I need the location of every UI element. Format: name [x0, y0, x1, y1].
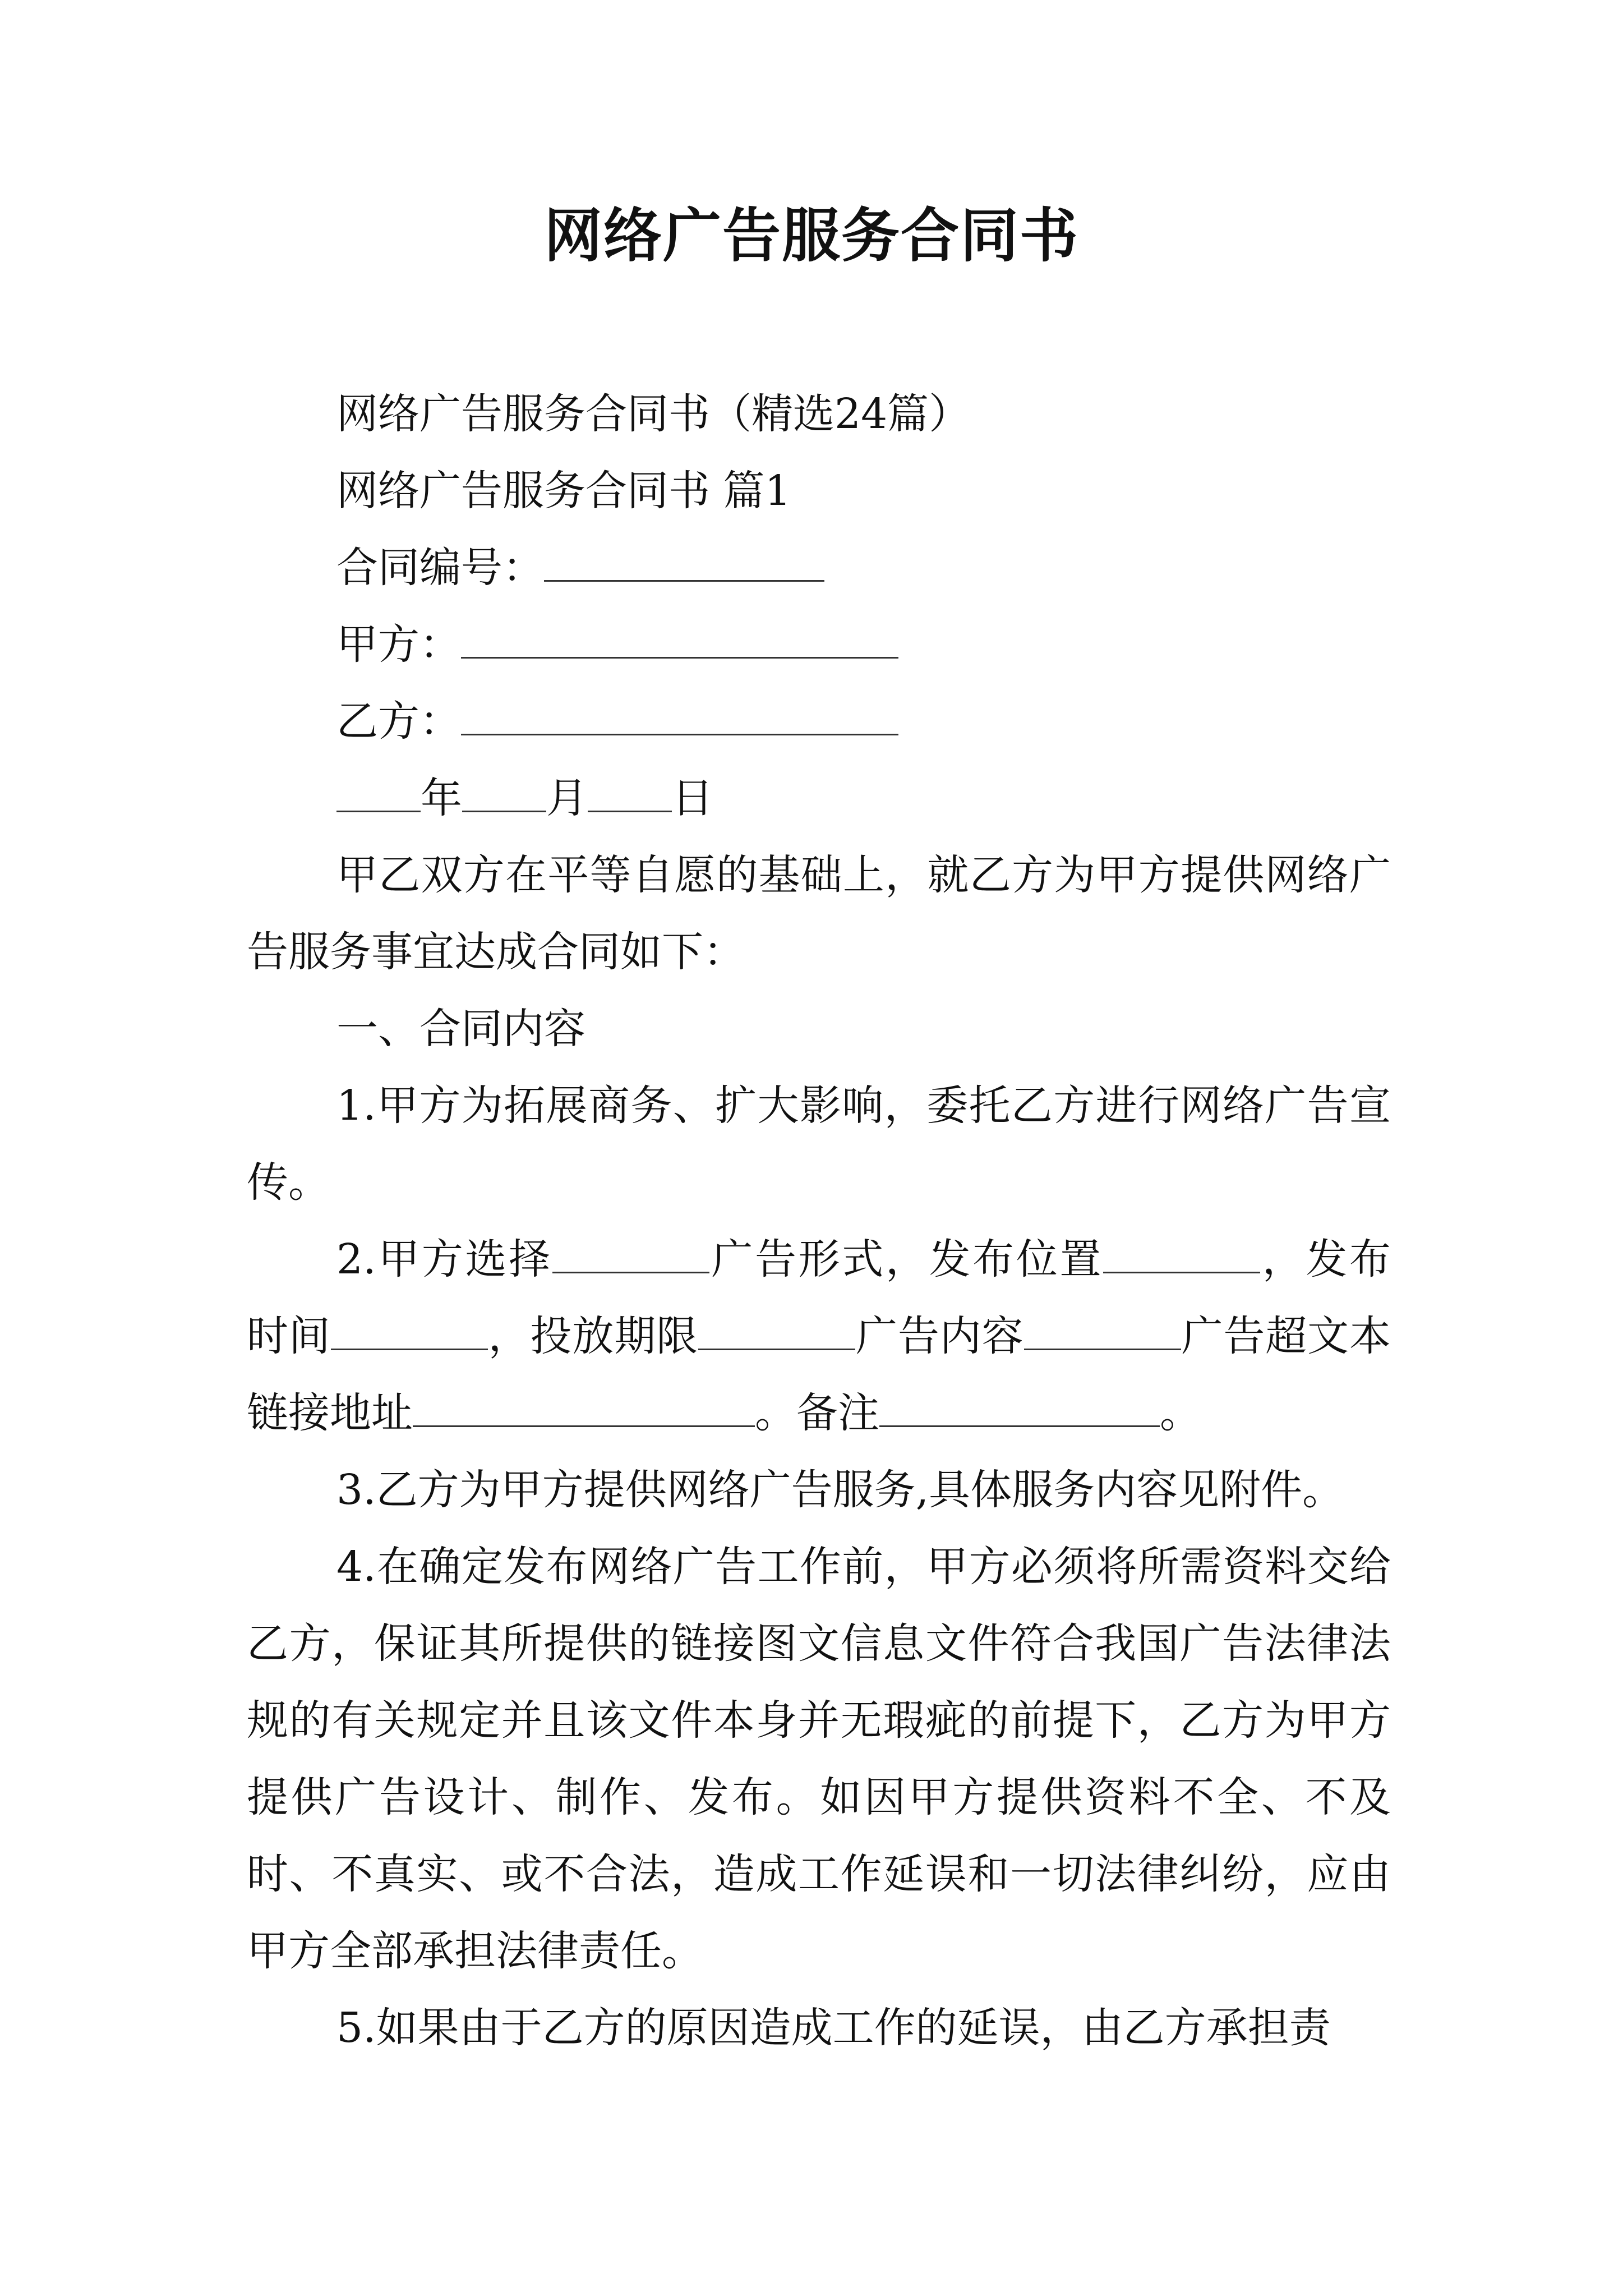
ad-content-blank: [1024, 1314, 1181, 1350]
date-line: [247, 760, 1391, 837]
month-blank: [462, 776, 546, 812]
clause-2-part-d: ，投放期限: [487, 1312, 699, 1360]
clause-3: 3.乙方为甲方提供网络广告服务,具体服务内容见附件。: [336, 1466, 1344, 1514]
period-blank: [698, 1314, 855, 1350]
year-blank: [336, 776, 421, 812]
ad-format-blank: [552, 1237, 709, 1273]
party-a-blank: [461, 622, 898, 659]
document-title: 网络广告服务合同书: [543, 201, 1079, 270]
clause-2: [247, 1221, 1391, 1452]
contract-number-field: [247, 530, 1391, 606]
section-heading: 网络广告服务合同书 篇1: [336, 467, 791, 515]
document-subtitle: 网络广告服务合同书（精选24篇）: [336, 390, 971, 438]
publish-time-blank: [331, 1314, 488, 1350]
intro-paragraph: 甲乙双方在平等自愿的基础上，就乙方为甲方提供网络广告服务事宜达成合同如下：: [247, 851, 1391, 976]
party-b-field: [247, 683, 1391, 760]
party-b-blank: [461, 699, 898, 735]
contract-number-blank: [544, 545, 824, 582]
clause-5: 5.如果由于乙方的原因造成工作的延误，由乙方承担责: [336, 2004, 1331, 2052]
remarks-blank: [879, 1391, 1160, 1427]
clause-2-part-h: 。: [1160, 1389, 1201, 1437]
day-blank: [588, 776, 672, 812]
party-a-label: 甲方：: [336, 620, 461, 669]
party-a-field: [247, 606, 1391, 683]
clause-2-part-c: ，发布时间: [247, 1235, 1391, 1360]
day-label: 日: [672, 774, 713, 822]
hyperlink-blank: [413, 1391, 755, 1427]
clause-2-part-f: 广告超文本链接地址: [247, 1312, 1391, 1437]
clause-2-part-a: 2.甲方选择: [336, 1235, 552, 1283]
clause-1: 1.甲方为拓展商务、扩大影响，委托乙方进行网络广告宣传。: [247, 1082, 1391, 1207]
year-label: 年: [421, 774, 462, 822]
section-1-heading: 一、合同内容: [336, 1005, 585, 1053]
clause-2-part-g: 。备注: [755, 1389, 879, 1437]
position-blank: [1103, 1237, 1260, 1273]
party-b-label: 乙方：: [336, 697, 461, 746]
month-label: 月: [546, 774, 588, 822]
clause-2-part-e: 广告内容: [855, 1312, 1024, 1360]
clause-4: 4.在确定发布网络广告工作前，甲方必须将所需资料交给乙方，保证其所提供的链接图文信息文件符合我国广告法律法规的有关规定并且该文件本身并无瑕疵的前提下，乙方为甲方提供广告设计、制作、发布。如因甲方提供资料不全、不及时、不真实、或不合法，造成工作延误和一切法律纠纷，应由甲方全部承担法律责任。: [247, 1543, 1391, 1975]
clause-2-part-b: 广告形式，发布位置: [709, 1235, 1104, 1283]
contract-number-label: 合同编号：: [336, 544, 544, 592]
document-body: [247, 376, 1391, 2067]
